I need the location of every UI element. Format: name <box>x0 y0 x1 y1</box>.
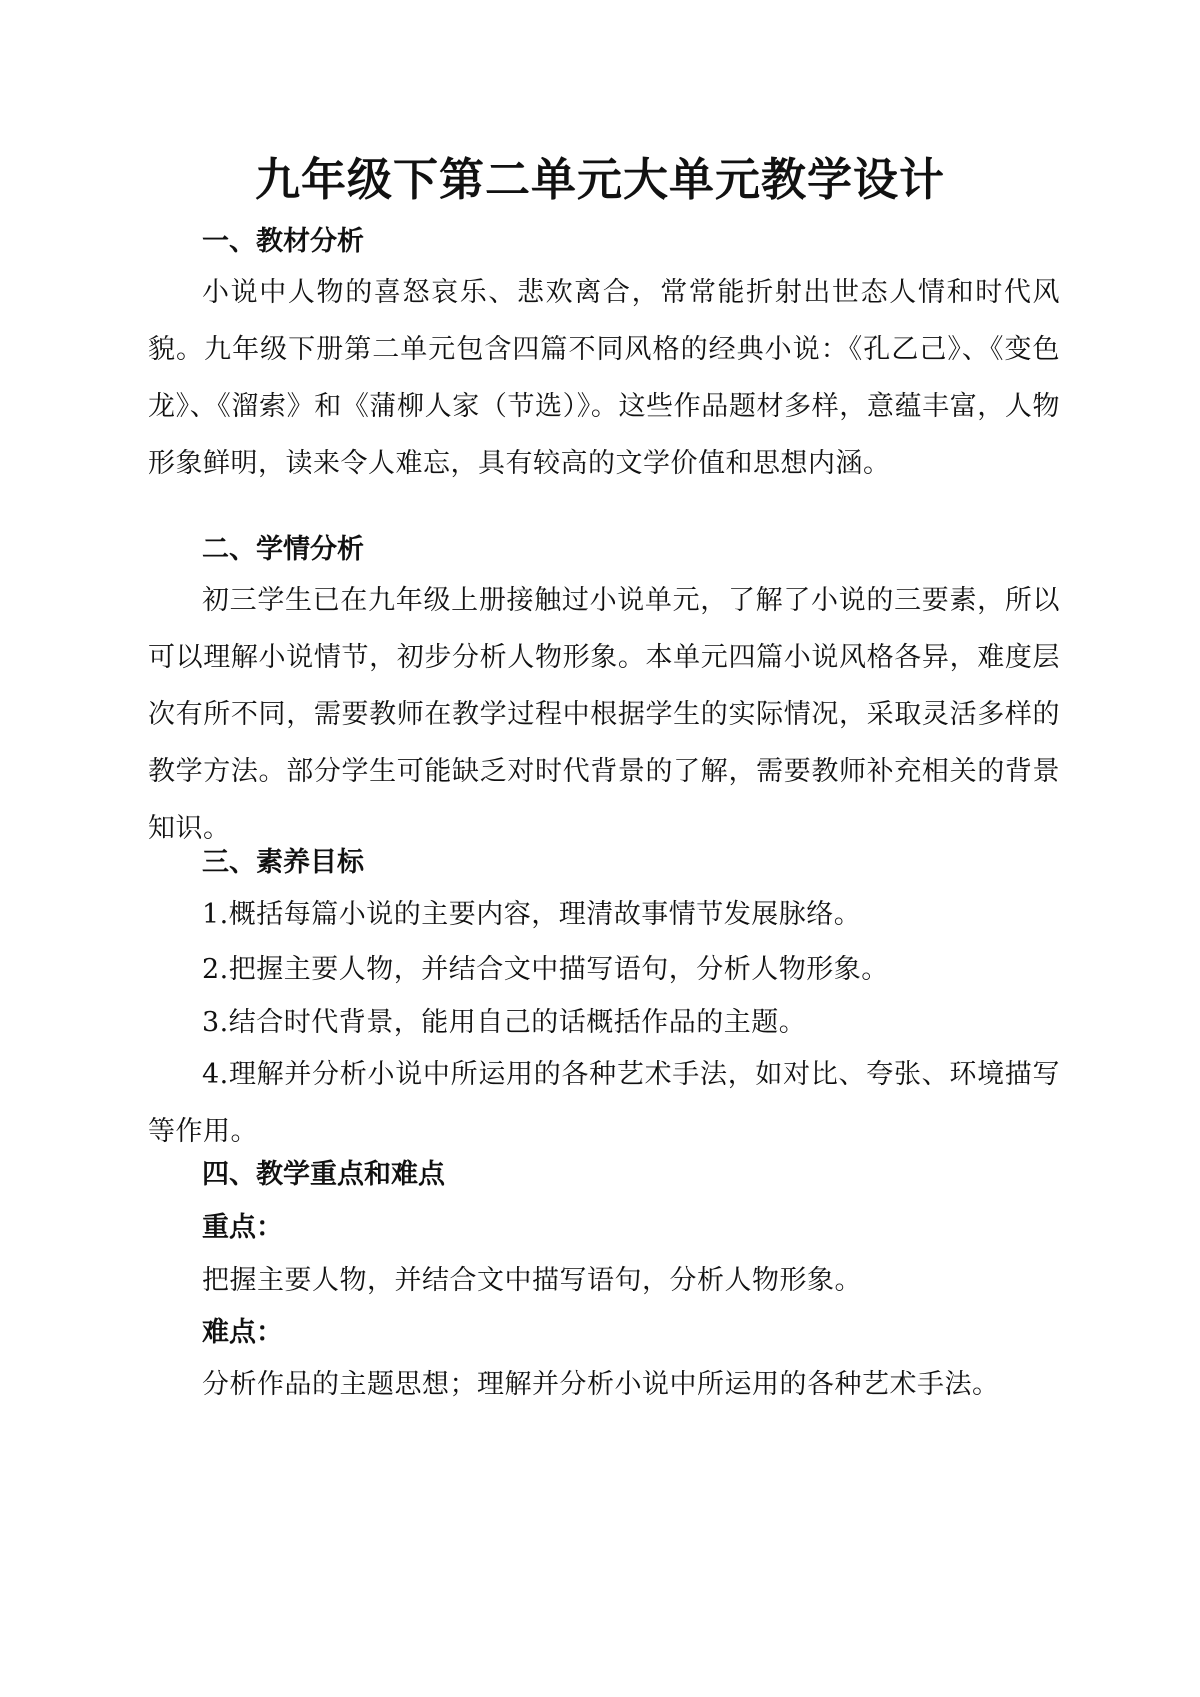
difficult-point-text: 分析作品的主题思想；理解并分析小说中所运用的各种艺术手法。 <box>202 1369 1000 1400</box>
section-body-student-analysis: 初三学生已在九年级上册接触过小说单元，了解了小说的三要素，所以可以理解小说情节，初步分析人物形象。本单元四篇小说风格各异，难度层次有所不同，需要教师在教学过程中根据学生的实际情况，采取灵活多样的教学方法。部分学生可能缺乏对时代背景的了解，需要教师补充相关的背景知识。 <box>148 585 1060 844</box>
difficult-point-label: 难点： <box>202 1317 283 1348</box>
goal-item: 2.把握主要人物，并结合文中描写语句，分析人物形象。 <box>202 954 889 985</box>
section-heading-textbook-analysis: 一、教材分析 <box>202 226 364 257</box>
goal-item: 1.概括每篇小说的主要内容，理清故事情节发展脉络。 <box>202 899 862 930</box>
section-heading-key-difficult-points: 四、教学重点和难点 <box>202 1159 445 1190</box>
key-point-label: 重点： <box>202 1212 283 1243</box>
goal-item: 4.理解并分析小说中所运用的各种艺术手法，如对比、夸张、环境描写等作用。 <box>148 1059 1060 1147</box>
goal-item: 3.结合时代背景，能用自己的话概括作品的主题。 <box>202 1007 807 1038</box>
key-point-text: 把握主要人物，并结合文中描写语句，分析人物形象。 <box>202 1265 862 1296</box>
section-body-textbook-analysis: 小说中人物的喜怒哀乐、悲欢离合，常常能折射出世态人情和时代风貌。九年级下册第二单元包含四篇不同风格的经典小说：《孔乙己》、《变色龙》、《溜索》和《蒲柳人家（节选）》。这些作品题材多样，意蕴丰富，人物形象鲜明，读来令人难忘，具有较高的文学价值和思想内涵。 <box>148 277 1060 479</box>
document-title: 九年级下第二单元大单元教学设计 <box>254 153 945 206</box>
section-heading-literacy-goals: 三、素养目标 <box>202 847 364 878</box>
section-heading-student-analysis: 二、学情分析 <box>202 534 364 565</box>
